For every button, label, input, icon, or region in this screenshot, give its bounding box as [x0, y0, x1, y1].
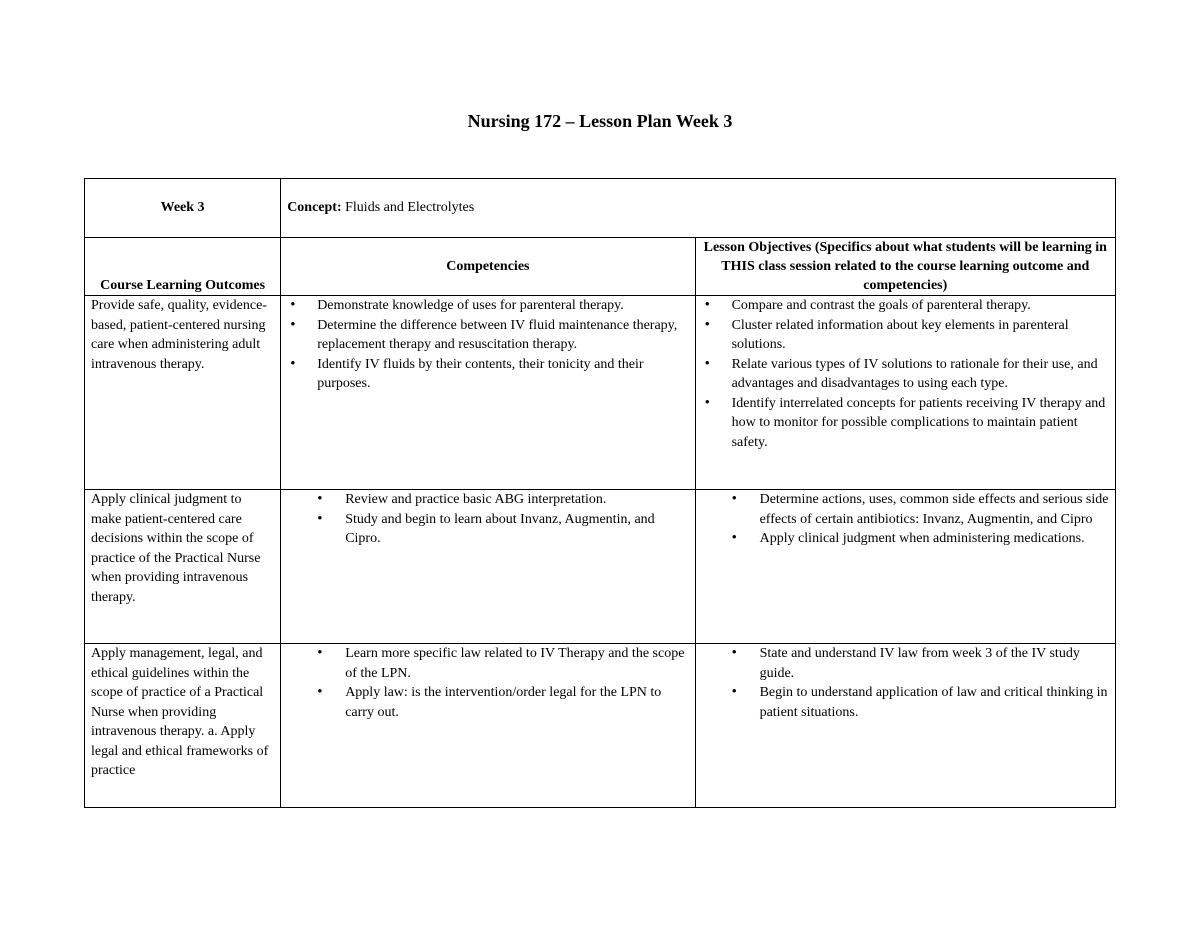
- page-title: Nursing 172 – Lesson Plan Week 3: [467, 111, 733, 131]
- list-item: • Begin to understand application of law and critical thinking in patient situations.: [702, 683, 1109, 722]
- concept-cell: [281, 179, 1116, 238]
- list-item: • Apply law: is the intervention/order legal for the LPN to carry out.: [287, 683, 688, 722]
- list-item: • Determine the difference between IV fluid maintenance therapy, replacement therapy and resuscitation therapy.: [287, 316, 688, 355]
- header-row: [85, 238, 1116, 296]
- objectives-cell: [695, 296, 1115, 490]
- list-item: • Apply clinical judgment when administering medications.: [702, 529, 1109, 549]
- outcome-cell: Apply management, legal, and ethical guidelines within the scope of practice of a Practical Nurse when providing intravenous therapy. a. Apply legal and ethical frameworks of practice: [85, 644, 281, 808]
- lesson-plan-table: [84, 178, 1116, 808]
- list-item: • State and understand IV law from week 3 of the IV study guide.: [702, 644, 1109, 683]
- header-objectives: Lesson Objectives (Specifics about what students will be learning in THIS class session related to the course learning outcome and competencies): [695, 238, 1115, 296]
- list-item: • Cluster related information about key elements in parenteral solutions.: [702, 316, 1109, 355]
- table-row: [85, 644, 1116, 808]
- list-item: • Study and begin to learn about Invanz, Augmentin, and Cipro.: [287, 510, 688, 549]
- header-competencies: Competencies: [281, 238, 695, 296]
- objectives-list: [702, 490, 1109, 549]
- week-row: [85, 179, 1116, 238]
- list-item: • Determine actions, uses, common side effects and serious side effects of certain antibiotics: Invanz, Augmentin, and Cipro: [702, 490, 1109, 529]
- competencies-cell: [281, 644, 695, 808]
- objectives-list: [702, 644, 1109, 722]
- list-item: • Compare and contrast the goals of parenteral therapy.: [702, 296, 1109, 316]
- list-item: • Identify interrelated concepts for patients receiving IV therapy and how to monitor for possible complications to maintain patient safety.: [702, 394, 1109, 453]
- competencies-list: [287, 644, 688, 722]
- table-row: [85, 490, 1116, 644]
- list-item: • Review and practice basic ABG interpretation.: [287, 490, 688, 510]
- concept-label: Concept:: [287, 200, 342, 216]
- objectives-cell: [695, 490, 1115, 644]
- competencies-list: [287, 296, 688, 394]
- outcome-cell: Provide safe, quality, evidence-based, patient-centered nursing care when administering adult intravenous therapy.: [85, 296, 281, 490]
- list-item: • Learn more specific law related to IV Therapy and the scope of the LPN.: [287, 644, 688, 683]
- concept-value: Fluids and Electrolytes: [341, 200, 475, 216]
- table-row: [85, 296, 1116, 490]
- list-item: • Demonstrate knowledge of uses for parenteral therapy.: [287, 296, 688, 316]
- outcome-cell: Apply clinical judgment to make patient-centered care decisions within the scope of practice of the Practical Nurse when providing intravenous therapy.: [85, 490, 281, 644]
- week-label: Week 3: [85, 179, 281, 238]
- competencies-cell: [281, 296, 695, 490]
- list-item: • Identify IV fluids by their contents, their tonicity and their purposes.: [287, 355, 688, 394]
- objectives-cell: [695, 644, 1115, 808]
- competencies-cell: [281, 490, 695, 644]
- list-item: • Relate various types of IV solutions to rationale for their use, and advantages and disadvantages to using each type.: [702, 355, 1109, 394]
- competencies-list: [287, 490, 688, 549]
- header-outcomes: Course Learning Outcomes: [85, 238, 281, 296]
- objectives-list: [702, 296, 1109, 452]
